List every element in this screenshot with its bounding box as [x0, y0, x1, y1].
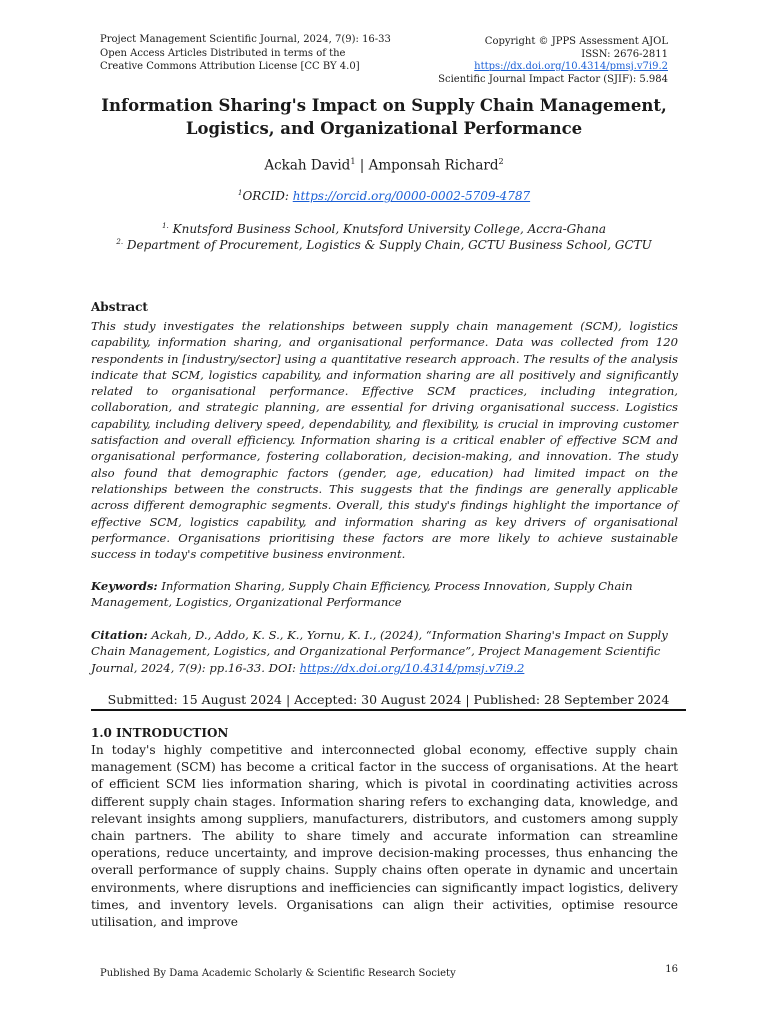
keywords-text: Information Sharing, Supply Chain Efficiency, Process Innovation, Supply Chain Management, Logistics, Organizational Performance [91, 579, 633, 610]
keywords [91, 578, 678, 611]
citation-text: Ackah, D., Addo, K. S., K., Yornu, K. I., (2024), “Information Sharing's Impact on Supply Chain Management, Logistics, and Organizational Performance”, Project Management Scientific Journal, 2024, 7(9): pp.16-33. DOI: [91, 628, 668, 675]
affiliation-text: Department of Procurement, Logistics & Supply Chain, GCTU Business School, GCTU [123, 238, 652, 252]
abstract-body: This study investigates the relationships between supply chain management (SCM), logistics capability, information sharing, and organisational performance. Data was collected from 120 respondents in [industry/sector] using a quantitative research approach. The results of the analysis indicate that SCM, logistics capability, and information sharing are all positively and significantly related to organisational performance. Effective SCM practices, including integration, collaboration, and strategic planning, are essential for driving organisational success. Logistics capability, including delivery speed, dependability, and flexibility, is crucial in improving customer satisfaction and overall efficiency. Information sharing is a critical enabler of effective SCM and organisational performance, fostering collaboration, decision-making, and innovation. The study also found that demographic factors (gender, age, education) had limited impact on the relationships between the constructs. This suggests that the findings are generally applicable across different demographic segments. Overall, this study's findings highlight the importance of effective SCM, logistics capability, and information sharing as key drivers of organisational performance. Organisations prioritising these factors are more likely to achieve sustainable success in today's competitive business environment. [91, 319, 678, 562]
title-line-2: Logistics, and Organizational Performance [185, 119, 583, 138]
title-line-1: Information Sharing's Impact on Supply Chain Management, [101, 96, 667, 115]
author-affiliation-marker: 1 [350, 156, 356, 166]
citation-doi-link[interactable]: https://dx.doi.org/10.4314/pmsj.v7i9.2 [299, 660, 525, 675]
author-name: Ackah David [264, 157, 351, 174]
impact-factor-line: Scientific Journal Impact Factor (SJIF): 5.984 [438, 73, 668, 85]
introduction-heading: 1.0 INTRODUCTION [91, 726, 229, 740]
orcid-marker: 1 [237, 188, 243, 197]
author-list [0, 156, 768, 174]
citation [91, 627, 678, 676]
affiliation-marker: 2. [116, 237, 124, 246]
introduction-body: In today's highly competitive and interconnected global economy, effective supply chain management (SCM) has become a critical factor in the success of organisations. At the heart of efficient SCM lies information sharing, which is pivotal in coordinating activities across different supply chain stages. Information sharing refers to exchanging data, knowledge, and relevant insights among suppliers, manufacturers, distributors, and customers among supply chain partners. The ability to share timely and accurate information can streamline operations, reduce uncertainty, and improve decision-making processes, thus enhancing the overall performance of supply chains. Supply chains often operate in dynamic and uncertain environments, where disruptions and inefficiencies can significantly impact logistics, delivery times, and inventory levels. Organisations can align their activities, optimise resource utilisation, and improve [91, 743, 678, 930]
journal-citation-line: Project Management Scientific Journal, 2024, 7(9): 16-33 [100, 34, 391, 45]
copyright-line: Copyright © JPPS Assessment AJOL [484, 36, 668, 47]
author-name: Amponsah Richard [368, 157, 499, 174]
affiliation-2 [0, 237, 768, 252]
author-affiliation-marker: 2 [498, 156, 504, 166]
affiliation-marker: 1. [161, 221, 169, 230]
orcid-label: ORCID: [242, 189, 293, 203]
publication-dates: Submitted: 15 August 2024 | Accepted: 30 August 2024 | Published: 28 September 2024 [107, 692, 670, 707]
affiliation-text: Knutsford Business School, Knutsford University College, Accra-Ghana [168, 222, 607, 236]
section-divider [91, 709, 686, 711]
orcid-line [0, 188, 768, 203]
page-number: 16 [665, 964, 678, 975]
keywords-label: Keywords: [91, 579, 158, 593]
orcid-link[interactable]: https://orcid.org/0000-0002-5709-4787 [292, 189, 531, 203]
journal-header-left [100, 33, 391, 74]
abstract-heading: Abstract [91, 300, 148, 314]
affiliation-1 [0, 221, 768, 236]
publisher-footer: Published By Dama Academic Scholarly & Scientific Research Society [100, 968, 456, 979]
license-line-2: Creative Commons Attribution License [CC BY 4.0] [100, 61, 360, 72]
citation-label: Citation: [91, 628, 148, 642]
issn-line: ISSN: 2676-2811 [581, 48, 668, 60]
license-line-1: Open Access Articles Distributed in terms of the [100, 47, 346, 59]
journal-header-right [438, 36, 668, 86]
author-separator: | [355, 157, 369, 174]
paper-title [60, 94, 708, 140]
header-doi-link[interactable]: https://dx.doi.org/10.4314/pmsj.v7i9.2 [474, 61, 668, 72]
